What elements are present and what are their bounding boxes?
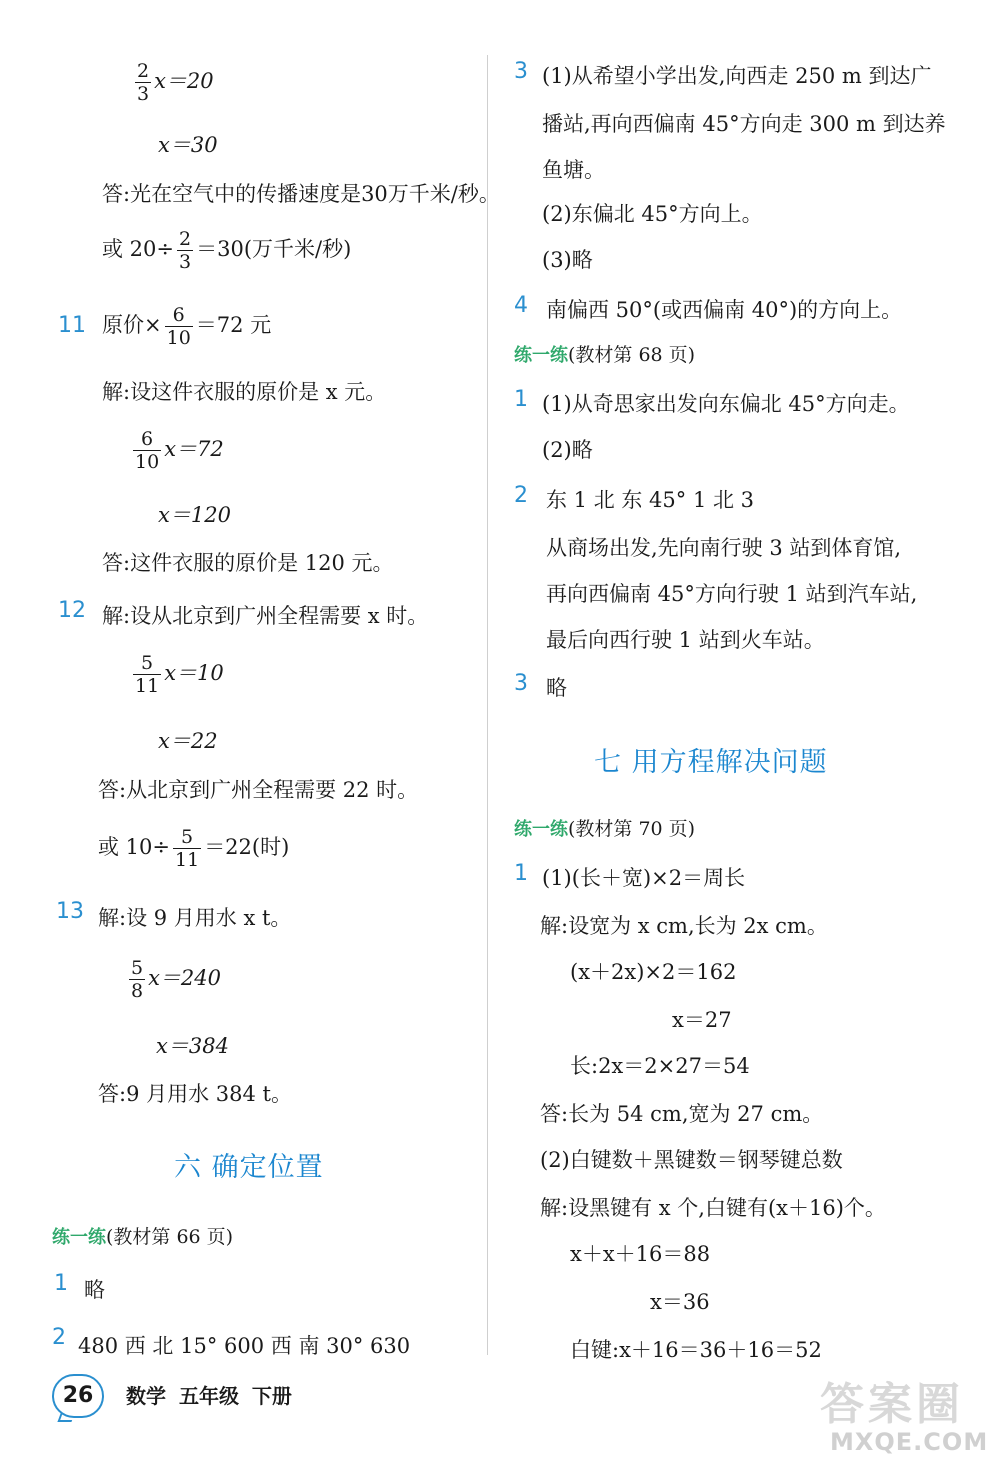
p2-line: 从商场出发,先向南行驶 3 站到体育馆, [546, 536, 902, 560]
watermark-text: 答案圈 [820, 1379, 964, 1430]
exercise-tag: 练一练 [52, 1227, 106, 1248]
q3-line: (2)东偏北 45°方向上。 [542, 202, 763, 226]
text: ＝22(时) [204, 835, 290, 859]
book-title: 数学 五年级 下册 [126, 1384, 292, 1408]
column-divider [487, 55, 488, 1355]
r1-line: (x＋2x)×2＝162 [570, 960, 737, 984]
p2-line: 再向西偏南 45°方向行驶 1 站到汽车站, [546, 582, 918, 606]
numerator: 6 [172, 304, 185, 326]
p1-line: (2)略 [542, 438, 593, 462]
q11-line [130, 428, 224, 473]
answer-line: 答:光在空气中的传播速度是30万千米/秒。 [102, 182, 500, 206]
q3-line: (3)略 [542, 248, 593, 272]
exercise-tag: 练一练 [514, 345, 568, 366]
watermark-logo [790, 1368, 990, 1464]
textbook-ref: (教材第 68 页) [568, 344, 696, 366]
question-number: 13 [56, 899, 84, 924]
text: ＝30(万千米/秒) [196, 237, 352, 261]
equation-text: x＝240 [148, 966, 222, 990]
fraction [135, 60, 151, 105]
denominator: 8 [131, 980, 144, 1002]
p3-line: 略 [546, 676, 567, 700]
r1-line: x＝36 [650, 1290, 710, 1314]
fraction [173, 826, 201, 871]
denominator: 3 [137, 83, 150, 105]
eq-line: x＝30 [158, 133, 218, 157]
fraction [133, 652, 161, 697]
exercise-header [514, 814, 695, 841]
q12-line: 答:从北京到广州全程需要 22 时。 [98, 778, 419, 802]
q3-line: 播站,再向西偏南 45°方向走 300 m 到达养 [542, 112, 946, 136]
numerator: 2 [179, 228, 192, 250]
q4-line: 南偏西 50°(或西偏南 40°)的方向上。 [546, 298, 903, 322]
question-number: 3 [514, 671, 528, 696]
equation-text: x＝72 [164, 437, 224, 461]
r1-line: 解:设宽为 x cm,长为 2x cm。 [540, 914, 828, 938]
question-number: 1 [514, 387, 528, 412]
q11-line: 解:设这件衣服的原价是 x 元。 [102, 380, 387, 404]
numerator: 5 [181, 826, 194, 848]
q3-line: 鱼塘。 [542, 158, 605, 182]
p2-line: 东 1 北 东 45° 1 北 3 [546, 488, 755, 512]
exercise-header [514, 340, 695, 367]
question-number: 3 [514, 59, 528, 84]
exercise-tag: 练一练 [514, 819, 568, 840]
q12-line [130, 652, 224, 697]
denominator: 3 [179, 251, 192, 273]
question-number: 4 [514, 293, 528, 318]
question-number: 2 [514, 483, 528, 508]
denominator: 10 [166, 327, 191, 349]
numerator: 5 [131, 957, 144, 979]
denominator: 11 [135, 675, 160, 697]
r1-line: 解:设黑键有 x 个,白键有(x＋16)个。 [540, 1196, 886, 1220]
numerator: 2 [137, 60, 150, 82]
answer-line: 480 西 北 15° 600 西 南 30° 630 [78, 1334, 411, 1358]
section-title: 六 确定位置 [174, 1152, 324, 1183]
question-number: 12 [58, 598, 86, 623]
text: 或 20÷ [102, 237, 174, 261]
question-number: 2 [52, 1325, 66, 1350]
r1-line: (2)白键数＋黑键数＝钢琴键总数 [540, 1148, 843, 1172]
q13-line [126, 957, 221, 1002]
r1-line: (1)(长＋宽)×2＝周长 [542, 866, 746, 890]
textbook-ref: (教材第 70 页) [568, 818, 696, 840]
alt-line [102, 228, 351, 273]
section-title: 七 用方程解决问题 [594, 747, 828, 778]
r1-line: x＝27 [672, 1008, 732, 1032]
numerator: 5 [141, 652, 154, 674]
q11-line: 答:这件衣服的原价是 120 元。 [102, 551, 394, 575]
r1-line: 白键:x＋16＝36＋16＝52 [570, 1338, 822, 1362]
question-number: 11 [58, 313, 86, 338]
r1-line: 长:2x＝2×27＝54 [570, 1054, 750, 1078]
q12-line: x＝22 [158, 729, 218, 753]
watermark-url: MXQE.COM [830, 1428, 989, 1456]
question-number: 1 [54, 1271, 68, 1296]
q12-line: 解:设从北京到广州全程需要 x 时。 [102, 604, 429, 628]
q13-line: x＝384 [156, 1034, 229, 1058]
text: ＝72 元 [195, 313, 272, 337]
r1-line: x＋x＋16＝88 [570, 1242, 711, 1266]
denominator: 10 [135, 451, 160, 473]
numerator: 6 [141, 428, 154, 450]
text: 或 10÷ [98, 835, 170, 859]
equation-text: x＝20 [154, 69, 214, 93]
eq-line [132, 60, 214, 105]
fraction [129, 957, 145, 1002]
exercise-header [52, 1222, 233, 1249]
text: 原价× [102, 313, 162, 337]
q13-line: 解:设 9 月用水 x t。 [98, 906, 292, 930]
p2-line: 最后向西行驶 1 站到火车站。 [546, 628, 825, 652]
r1-line: 答:长为 54 cm,宽为 27 cm。 [540, 1102, 824, 1126]
fraction [133, 428, 161, 473]
question-number: 1 [514, 861, 528, 886]
p1-line: (1)从奇思家出发向东偏北 45°方向走。 [542, 392, 910, 416]
answer-line: 略 [84, 1278, 105, 1302]
q3-line: (1)从希望小学出发,向西走 250 m 到达广 [542, 64, 932, 88]
page-number-badge: 26 [52, 1374, 104, 1418]
denominator: 11 [175, 849, 200, 871]
q12-line [98, 826, 289, 871]
fraction [165, 304, 193, 349]
equation-text: x＝10 [164, 661, 224, 685]
q11-line: x＝120 [158, 503, 231, 527]
textbook-ref: (教材第 66 页) [106, 1226, 234, 1248]
fraction [177, 228, 193, 273]
q13-line: 答:9 月用水 384 t。 [98, 1082, 292, 1106]
q11-line [102, 304, 271, 349]
